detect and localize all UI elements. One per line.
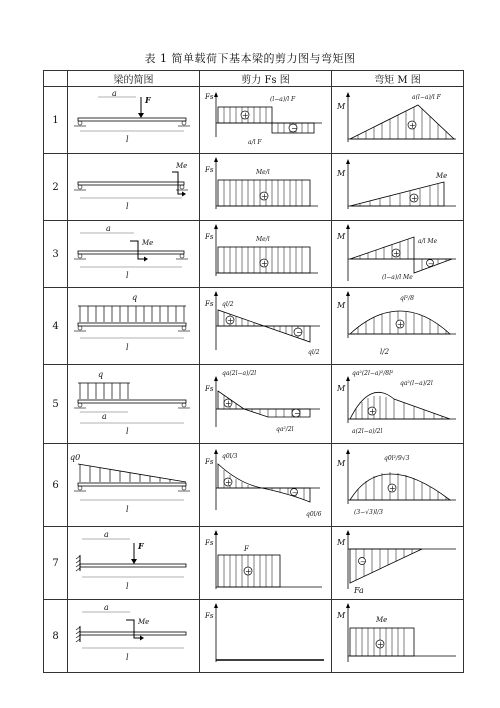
svg-text:+: +	[409, 121, 416, 130]
beam-diagram-8	[68, 600, 200, 673]
svg-text:+: +	[397, 320, 404, 329]
svg-text:+: +	[377, 640, 384, 649]
beam-diagram-1	[68, 87, 200, 154]
row-number: 2	[44, 154, 68, 221]
svg-text:Fs: Fs	[205, 458, 214, 466]
svg-text:M: M	[337, 459, 346, 468]
svg-text:a(l−a)/l F: a(l−a)/l F	[412, 94, 441, 101]
beam-diagram-3	[68, 221, 200, 288]
svg-text:M: M	[337, 301, 346, 310]
svg-text:+: +	[225, 399, 232, 408]
svg-text:−: −	[294, 409, 301, 418]
svg-text:+: +	[389, 484, 396, 493]
svg-text:a: a	[112, 89, 117, 98]
svg-text:+: +	[261, 192, 268, 201]
svg-text:q: q	[132, 293, 138, 302]
svg-text:M: M	[337, 102, 346, 111]
svg-text:qa(2l−a)/2l: qa(2l−a)/2l	[222, 370, 257, 377]
svg-text:Me: Me	[142, 239, 154, 247]
svg-text:a: a	[106, 224, 111, 233]
moment-diagram-5	[332, 365, 464, 444]
svg-text:+: +	[225, 478, 232, 487]
svg-text:+: +	[227, 316, 234, 325]
svg-text:q0: q0	[70, 453, 81, 462]
header-shear: 剪力 Fs 图	[200, 71, 332, 87]
row-number: 1	[44, 87, 68, 154]
svg-text:Fs: Fs	[205, 385, 214, 393]
svg-text:F: F	[145, 95, 151, 105]
moment-diagram-8	[332, 600, 464, 673]
svg-text:+: +	[261, 259, 268, 268]
svg-text:q0l/3: q0l/3	[222, 453, 238, 460]
shear-diagram-2	[200, 154, 332, 221]
svg-text:(l−a)/l Me: (l−a)/l Me	[382, 274, 413, 281]
svg-text:qa²(2l−a)²/8l²: qa²(2l−a)²/8l²	[352, 370, 394, 377]
row-number: 5	[44, 365, 68, 444]
table-row	[44, 600, 464, 673]
table-row	[44, 221, 464, 288]
shear-diagram-1	[200, 87, 332, 154]
svg-text:M: M	[337, 384, 346, 393]
svg-text:a: a	[102, 412, 107, 421]
svg-text:+: +	[242, 111, 249, 120]
svg-text:q: q	[98, 370, 104, 379]
moment-diagram-1	[332, 87, 464, 154]
shear-diagram-6	[200, 444, 332, 527]
svg-text:ql/2: ql/2	[308, 349, 320, 356]
svg-text:Fs: Fs	[205, 612, 214, 620]
svg-text:(l−a)/l F: (l−a)/l F	[270, 96, 296, 103]
table-row	[44, 288, 464, 365]
svg-text:Me: Me	[138, 618, 150, 626]
table-row	[44, 527, 464, 600]
svg-text:Me: Me	[376, 616, 388, 624]
svg-text:a: a	[104, 530, 109, 539]
svg-text:l: l	[126, 343, 129, 352]
shear-diagram-4	[200, 288, 332, 365]
svg-text:+: +	[245, 567, 252, 576]
svg-text:l: l	[126, 653, 129, 662]
svg-text:Me: Me	[176, 162, 188, 170]
moment-diagram-3	[332, 221, 464, 288]
svg-text:l: l	[126, 427, 129, 436]
svg-text:a: a	[104, 603, 109, 612]
svg-text:Fa: Fa	[354, 586, 364, 595]
svg-text:+: +	[411, 194, 418, 203]
svg-text:Fs: Fs	[205, 539, 214, 547]
svg-text:Fs: Fs	[205, 93, 214, 101]
header-row	[44, 71, 464, 87]
svg-text:qa²(l−a)/2l: qa²(l−a)/2l	[400, 380, 433, 387]
svg-text:Me: Me	[436, 172, 448, 180]
table-row	[44, 87, 464, 154]
table-title: 表 1 简单载荷下基本梁的剪力图与弯矩图	[144, 52, 356, 65]
beam-table	[43, 70, 464, 673]
beam-diagram-7	[68, 527, 200, 600]
svg-text:l: l	[126, 505, 129, 514]
svg-text:Fs: Fs	[205, 166, 214, 174]
beam-diagram-4	[68, 288, 200, 365]
svg-text:l/2: l/2	[380, 348, 390, 356]
shear-diagram-7	[200, 527, 332, 600]
svg-text:Fs: Fs	[205, 233, 214, 241]
svg-text:l: l	[126, 271, 129, 280]
row-number: 7	[44, 527, 68, 600]
svg-text:M: M	[337, 232, 346, 241]
svg-text:−: −	[360, 558, 366, 566]
svg-text:−: −	[292, 489, 298, 497]
svg-text:−: −	[296, 328, 303, 337]
svg-text:−: −	[428, 260, 434, 268]
svg-text:l: l	[126, 135, 129, 144]
moment-diagram-7	[332, 527, 464, 600]
header-moment: 弯矩 M 图	[332, 71, 464, 87]
svg-text:+: +	[393, 249, 400, 258]
moment-diagram-6	[332, 444, 464, 527]
moment-diagram-4	[332, 288, 464, 365]
row-number: 4	[44, 288, 68, 365]
beam-diagram-6	[68, 444, 200, 527]
svg-text:a(2l−a)/2l: a(2l−a)/2l	[352, 428, 383, 435]
svg-text:F: F	[138, 541, 144, 551]
svg-text:ql/2: ql/2	[222, 301, 234, 308]
table-row	[44, 365, 464, 444]
header-number	[44, 71, 68, 87]
svg-text:ql²/8: ql²/8	[400, 295, 415, 302]
moment-diagram-2	[332, 154, 464, 221]
row-number: 8	[44, 600, 68, 673]
svg-text:M: M	[337, 169, 346, 178]
svg-text:(3−√3)l/3: (3−√3)l/3	[354, 509, 383, 516]
svg-text:l: l	[126, 582, 129, 591]
svg-text:a/l Me: a/l Me	[418, 238, 438, 245]
svg-text:Me/l: Me/l	[256, 169, 270, 176]
header-beam: 梁的简图	[68, 71, 200, 87]
shear-diagram-3	[200, 221, 332, 288]
svg-text:l: l	[126, 202, 129, 211]
svg-text:M: M	[337, 538, 346, 547]
row-number: 3	[44, 221, 68, 288]
svg-text:Me/l: Me/l	[256, 236, 270, 243]
svg-text:a/l F: a/l F	[248, 139, 262, 146]
svg-text:F: F	[244, 545, 249, 553]
shear-diagram-5	[200, 365, 332, 444]
svg-text:−: −	[291, 124, 298, 133]
beam-diagram-2	[68, 154, 200, 221]
svg-text:q0l/6: q0l/6	[306, 511, 322, 518]
row-number: 6	[44, 444, 68, 527]
table-row	[44, 154, 464, 221]
svg-text:Fs: Fs	[205, 300, 214, 308]
svg-text:q0l²/9√3: q0l²/9√3	[384, 455, 410, 462]
svg-text:qa²/2l: qa²/2l	[276, 426, 294, 433]
table-row	[44, 444, 464, 527]
svg-text:+: +	[369, 407, 376, 416]
svg-text:M: M	[337, 611, 346, 620]
beam-diagram-5	[68, 365, 200, 444]
shear-diagram-8	[200, 600, 332, 673]
